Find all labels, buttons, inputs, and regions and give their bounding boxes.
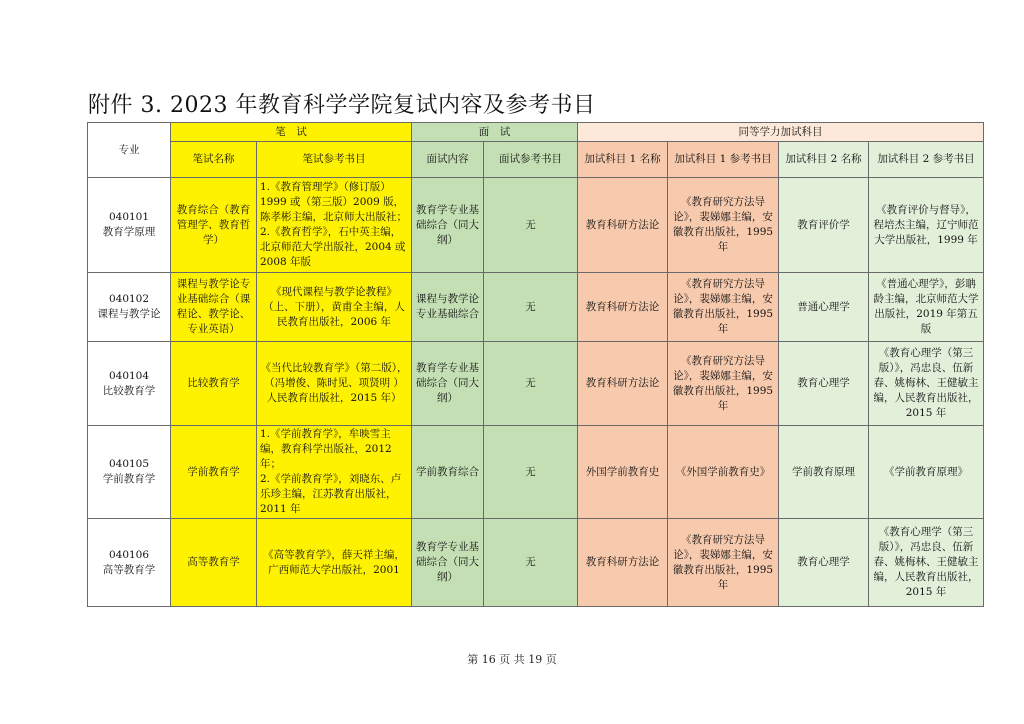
cell-interview-books: 无 bbox=[484, 273, 578, 342]
header-interview-books: 面试参考书目 bbox=[484, 142, 578, 178]
cell-interview-books: 无 bbox=[484, 519, 578, 607]
cell-written-books: 《高等教育学》，薛天祥主编，广西师范大学出版社，2001 bbox=[257, 519, 412, 607]
cell-written-books: 1.《教育管理学》（修订版）1999 或（第三版）2009 版，陈孝彬主编，北京师大出版社； 2.《教育哲学》，石中英主编，北京师范大学出版社，2004 或 2008 年版 bbox=[257, 178, 412, 273]
cell-extra2-name: 教育评价学 bbox=[779, 178, 869, 273]
cell-extra1-books: 《教育研究方法导论》，裴娣娜主编，安徽教育出版社，1995 年 bbox=[668, 178, 779, 273]
header-extra1-name: 加试科目 1 名称 bbox=[578, 142, 668, 178]
cell-extra2-books: 《教育心理学（第三版）》，冯忠良、伍新春、姚梅林、王健敏主编，人民教育出版社，2015 年 bbox=[869, 342, 984, 426]
cell-extra2-books: 《教育评价与督导》，程培杰主编，辽宁师范大学出版社，1999 年 bbox=[869, 178, 984, 273]
cell-major: 040105 学前教育学 bbox=[88, 426, 171, 519]
header-extra2-books: 加试科目 2 参考书目 bbox=[869, 142, 984, 178]
header-written-name: 笔试名称 bbox=[171, 142, 257, 178]
cell-interview-content: 教育学专业基础综合（同大纲） bbox=[412, 342, 484, 426]
cell-written-name: 比较教育学 bbox=[171, 342, 257, 426]
cell-extra2-name: 教育心理学 bbox=[779, 342, 869, 426]
table-row bbox=[88, 426, 984, 519]
cell-extra2-name: 教育心理学 bbox=[779, 519, 869, 607]
cell-extra2-name: 普通心理学 bbox=[779, 273, 869, 342]
header-written-group: 笔 试 bbox=[171, 123, 412, 142]
cell-major: 040104 比较教育学 bbox=[88, 342, 171, 426]
header-written-books: 笔试参考书目 bbox=[257, 142, 412, 178]
cell-extra1-books: 《外国学前教育史》 bbox=[668, 426, 779, 519]
table-row bbox=[88, 178, 984, 273]
cell-extra1-books: 《教育研究方法导论》，裴娣娜主编，安徽教育出版社，1995 年 bbox=[668, 519, 779, 607]
cell-written-name: 教育综合（教育管理学、教育哲学） bbox=[171, 178, 257, 273]
header-interview-group: 面 试 bbox=[412, 123, 578, 142]
cell-extra2-name: 学前教育原理 bbox=[779, 426, 869, 519]
cell-extra2-books: 《学前教育原理》 bbox=[869, 426, 984, 519]
cell-major: 040101 教育学原理 bbox=[88, 178, 171, 273]
cell-extra2-books: 《普通心理学》，彭聃龄主编，北京师范大学出版社，2019 年第五版 bbox=[869, 273, 984, 342]
cell-major: 040106 高等教育学 bbox=[88, 519, 171, 607]
cell-written-name: 高等教育学 bbox=[171, 519, 257, 607]
exam-subjects-table bbox=[87, 122, 984, 607]
header-extra1-books: 加试科目 1 参考书目 bbox=[668, 142, 779, 178]
cell-interview-content: 教育学专业基础综合（同大纲） bbox=[412, 178, 484, 273]
header-interview-content: 面试内容 bbox=[412, 142, 484, 178]
cell-major: 040102 课程与教学论 bbox=[88, 273, 171, 342]
cell-interview-books: 无 bbox=[484, 178, 578, 273]
cell-extra1-books: 《教育研究方法导论》，裴娣娜主编，安徽教育出版社，1995 年 bbox=[668, 273, 779, 342]
cell-extra2-books: 《教育心理学（第三版）》，冯忠良、伍新春、姚梅林、王健敏主编，人民教育出版社，2015 年 bbox=[869, 519, 984, 607]
cell-extra1-name: 外国学前教育史 bbox=[578, 426, 668, 519]
cell-extra1-name: 教育科研方法论 bbox=[578, 342, 668, 426]
cell-interview-content: 学前教育综合 bbox=[412, 426, 484, 519]
cell-written-name: 学前教育学 bbox=[171, 426, 257, 519]
cell-written-books: 《当代比较教育学》（第二版），（冯增俊、陈时见、项贤明 ）人民教育出版社，2015 年） bbox=[257, 342, 412, 426]
cell-interview-books: 无 bbox=[484, 342, 578, 426]
cell-interview-books: 无 bbox=[484, 426, 578, 519]
cell-extra1-name: 教育科研方法论 bbox=[578, 519, 668, 607]
cell-written-name: 课程与教学论专业基础综合（课程论、教学论、专业英语） bbox=[171, 273, 257, 342]
table-row bbox=[88, 342, 984, 426]
cell-extra1-name: 教育科研方法论 bbox=[578, 273, 668, 342]
header-extra-group: 同等学力加试科目 bbox=[578, 123, 984, 142]
page-title: 附件 3. 2023 年教育科学学院复试内容及参考书目 bbox=[88, 93, 596, 118]
page-footer: 第 16 页 共 19 页 bbox=[467, 653, 557, 666]
cell-extra1-name: 教育科研方法论 bbox=[578, 178, 668, 273]
cell-extra1-books: 《教育研究方法导论》，裴娣娜主编，安徽教育出版社，1995 年 bbox=[668, 342, 779, 426]
cell-written-books: 《现代课程与教学论教程》（上、下册），黄甫全主编，人民教育出版社，2006 年 bbox=[257, 273, 412, 342]
header-major: 专业 bbox=[88, 123, 171, 178]
table-row bbox=[88, 519, 984, 607]
header-extra2-name: 加试科目 2 名称 bbox=[779, 142, 869, 178]
cell-interview-content: 课程与教学论专业基础综合 bbox=[412, 273, 484, 342]
cell-interview-content: 教育学专业基础综合（同大纲） bbox=[412, 519, 484, 607]
table-row bbox=[88, 273, 984, 342]
cell-written-books: 1.《学前教育学》，牟映雪主编，教育科学出版社，2012 年； 2.《学前教育学》，刘晓东、卢乐珍主编，江苏教育出版社，2011 年 bbox=[257, 426, 412, 519]
